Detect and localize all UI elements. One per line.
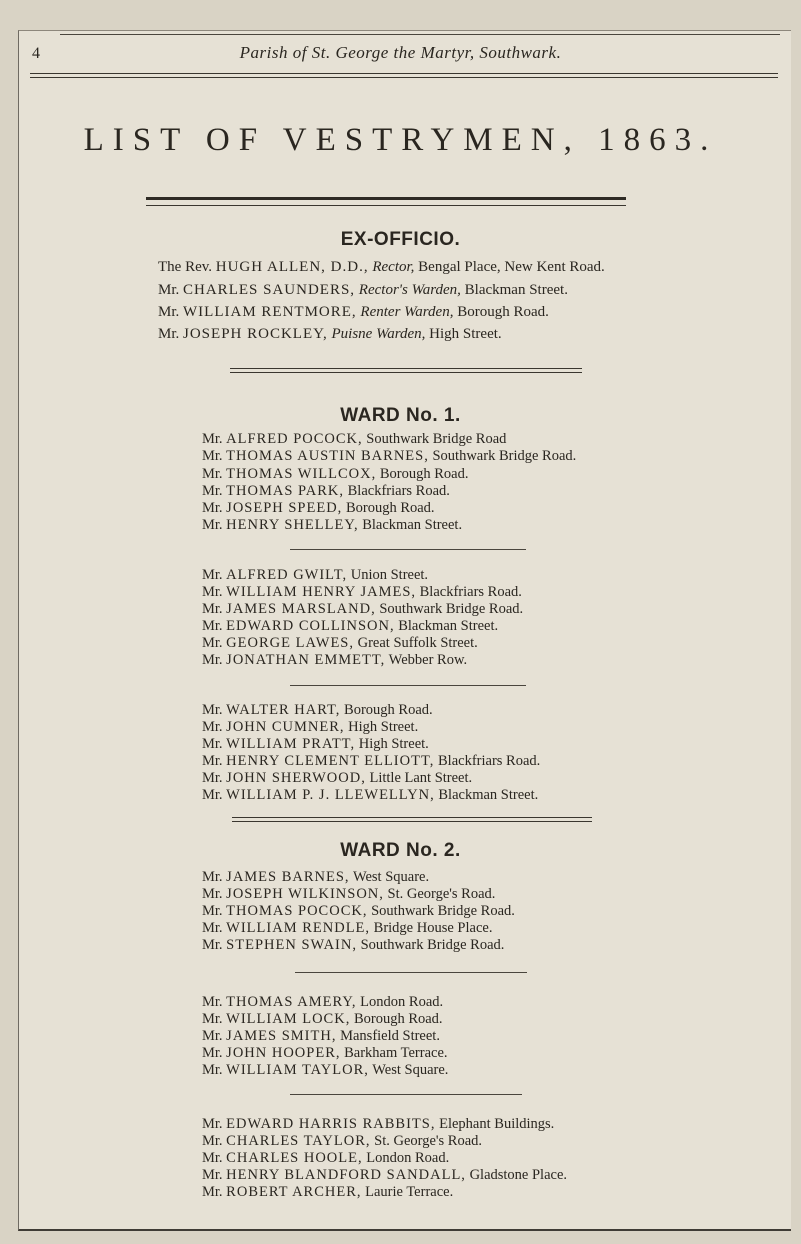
entry-name: JOHN CUMNER, — [226, 719, 345, 735]
list-item — [202, 1151, 449, 1166]
entry-address: Borough Road. — [379, 466, 469, 482]
entry-name: THOMAS AMERY, — [226, 994, 357, 1010]
list-item — [202, 1185, 453, 1200]
list-item — [202, 585, 522, 600]
list-item — [202, 568, 428, 583]
entry-name: JOSEPH SPEED, — [226, 500, 343, 516]
entry-prefix: Mr. — [202, 994, 223, 1010]
list-item — [202, 938, 504, 953]
list-item — [202, 1134, 482, 1149]
entry-address: High Street. — [429, 326, 502, 342]
header-top-rule — [60, 34, 780, 35]
entry-name: WILLIAM LOCK, — [226, 1011, 351, 1027]
list-item — [202, 1063, 448, 1078]
entry-prefix: Mr. — [202, 787, 223, 803]
entry-name: WILLIAM HENRY JAMES, — [226, 584, 417, 600]
entry-name: JOSEPH ROCKLEY, — [183, 326, 328, 342]
entry-name: JOSEPH WILKINSON, — [226, 886, 384, 902]
entry-address: Bengal Place, New Kent Road. — [418, 259, 605, 275]
running-header: Parish of St. George the Martyr, Southwark. — [239, 43, 562, 62]
list-item — [202, 518, 462, 533]
entry-name: GEORGE LAWES, — [226, 635, 354, 651]
entry-prefix: Mr. — [202, 702, 223, 718]
entry-name: WILLIAM PRATT, — [226, 736, 356, 752]
list-item — [202, 484, 450, 499]
ex-officio-entry — [158, 327, 502, 342]
group-divider — [290, 685, 526, 686]
list-item — [202, 1029, 440, 1044]
entry-address: Blackfriars Road. — [419, 584, 522, 600]
list-item — [202, 619, 498, 634]
entry-name: JAMES BARNES, — [226, 869, 350, 885]
entry-prefix: Mr. — [202, 736, 223, 752]
entry-name: THOMAS PARK, — [226, 483, 344, 499]
entry-address: West Square. — [352, 869, 430, 885]
entry-address: Southwark Bridge Road. — [360, 937, 505, 953]
entry-address: Webber Row. — [388, 652, 468, 668]
list-item — [202, 1117, 554, 1132]
list-item — [202, 432, 506, 447]
entry-address: Laurie Terrace. — [365, 1184, 454, 1200]
ex-officio-entry — [158, 260, 605, 275]
entry-prefix: Mr. — [202, 1184, 223, 1200]
entry-name: JAMES MARSLAND, — [226, 601, 376, 617]
entry-prefix: Mr. — [158, 282, 180, 298]
entry-address: Southwark Bridge Road. — [371, 903, 515, 919]
entry-prefix: Mr. — [202, 753, 223, 769]
entry-prefix: Mr. — [202, 1028, 223, 1044]
entry-role: Rector, — [372, 259, 415, 275]
entry-prefix: Mr. — [202, 1062, 223, 1078]
page-number: 4 — [32, 45, 40, 62]
entry-address: Southwark Bridge Road — [366, 431, 507, 447]
entry-prefix: Mr. — [202, 618, 223, 634]
entry-prefix: The Rev. — [158, 259, 213, 275]
entry-address: Barkham Terrace. — [344, 1045, 448, 1061]
entry-prefix: Mr. — [202, 517, 223, 533]
entry-prefix: Mr. — [202, 601, 223, 617]
list-item — [202, 602, 523, 617]
entry-address: Mansfield Street. — [340, 1028, 440, 1044]
entry-address: High Street. — [348, 719, 419, 735]
entry-name: HENRY CLEMENT ELLIOTT, — [226, 753, 435, 769]
entry-name: THOMAS WILLCOX, — [226, 466, 377, 482]
entry-prefix: Mr. — [202, 1011, 223, 1027]
entry-name: HENRY BLANDFORD SANDALL, — [226, 1167, 466, 1183]
list-item — [202, 870, 429, 885]
entry-address: High Street. — [358, 736, 429, 752]
list-item — [202, 904, 515, 919]
entry-address: Union Street. — [350, 567, 429, 583]
list-item — [202, 995, 443, 1010]
entry-name: EDWARD HARRIS RABBITS, — [226, 1116, 436, 1132]
entry-prefix: Mr. — [202, 869, 223, 885]
entry-name: STEPHEN SWAIN, — [226, 937, 357, 953]
ex-officio-entry — [158, 305, 549, 320]
entry-name: EDWARD COLLINSON, — [226, 618, 395, 634]
list-item — [202, 921, 492, 936]
entry-prefix: Mr. — [202, 1045, 223, 1061]
entry-prefix: Mr. — [202, 431, 223, 447]
entry-name: CHARLES HOOLE, — [226, 1150, 363, 1166]
entry-prefix: Mr. — [202, 1150, 223, 1166]
list-item — [202, 501, 435, 516]
group-divider — [290, 1094, 522, 1095]
entry-name: JONATHAN EMMETT, — [226, 652, 386, 668]
entry-address: Borough Road. — [345, 500, 435, 516]
entry-role: Puisne Warden, — [331, 326, 426, 342]
entry-prefix: Mr. — [202, 652, 223, 668]
list-item — [202, 1046, 448, 1061]
entry-role: Rector's Warden, — [358, 282, 461, 298]
list-item — [202, 887, 495, 902]
entry-prefix: Mr. — [202, 448, 223, 464]
entry-address: St. George's Road. — [374, 1133, 483, 1149]
title-rule — [146, 197, 626, 206]
entry-prefix: Mr. — [202, 770, 223, 786]
entry-prefix: Mr. — [202, 1116, 223, 1132]
entry-role: Renter Warden, — [360, 304, 454, 320]
entry-prefix: Mr. — [202, 903, 223, 919]
list-item — [202, 1168, 567, 1183]
entry-name: THOMAS AUSTIN BARNES, — [226, 448, 429, 464]
entry-prefix: Mr. — [202, 584, 223, 600]
entry-address: Bridge House Place. — [373, 920, 493, 936]
list-item — [202, 737, 429, 752]
entry-address: St. George's Road. — [387, 886, 496, 902]
entry-address: Gladstone Place. — [469, 1167, 568, 1183]
entry-name: HENRY SHELLEY, — [226, 517, 359, 533]
entry-prefix: Mr. — [158, 304, 180, 320]
entry-address: Blackfriars Road. — [438, 753, 541, 769]
entry-address: Elephant Buildings. — [439, 1116, 555, 1132]
entry-address: Blackman Street. — [464, 282, 568, 298]
entry-address: Little Lant Street. — [369, 770, 473, 786]
list-item — [202, 1012, 443, 1027]
entry-name: WILLIAM RENDLE, — [226, 920, 371, 936]
ward-2-heading: WARD No. 2. — [340, 840, 461, 861]
header-bottom-rule — [30, 73, 778, 78]
entry-address: London Road. — [366, 1150, 450, 1166]
entry-prefix: Mr. — [158, 326, 180, 342]
entry-address: Blackfriars Road. — [347, 483, 450, 499]
entry-prefix: Mr. — [202, 937, 223, 953]
section-rule — [230, 368, 582, 373]
ex-officio-heading: EX-OFFICIO. — [340, 229, 461, 250]
entry-prefix: Mr. — [202, 466, 223, 482]
entry-prefix: Mr. — [202, 567, 223, 583]
list-item — [202, 636, 478, 651]
list-item — [202, 754, 540, 769]
entry-prefix: Mr. — [202, 886, 223, 902]
list-item — [202, 449, 576, 464]
entry-address: London Road. — [360, 994, 444, 1010]
entry-name: ALFRED GWILT, — [226, 567, 348, 583]
list-item — [202, 771, 472, 786]
entry-address: Blackman Street. — [362, 517, 463, 533]
entry-name: JOHN HOOPER, — [226, 1045, 341, 1061]
entry-address: Borough Road. — [344, 702, 433, 718]
entry-prefix: Mr. — [202, 500, 223, 516]
entry-name: ROBERT ARCHER, — [226, 1184, 362, 1200]
entry-address: Blackman Street. — [398, 618, 499, 634]
page-title: LIST OF VESTRYMEN, 1863. — [83, 122, 718, 158]
entry-name: WILLIAM RENTMORE, — [183, 304, 357, 320]
entry-name: CHARLES SAUNDERS, — [183, 282, 356, 298]
ex-officio-entry — [158, 283, 568, 298]
entry-address: Great Suffolk Street. — [357, 635, 478, 651]
list-item — [202, 467, 468, 482]
entry-name: JOHN SHERWOOD, — [226, 770, 366, 786]
list-item — [202, 788, 538, 803]
entry-name: WALTER HART, — [226, 702, 341, 718]
entry-name: ALFRED POCOCK, — [226, 431, 363, 447]
entry-prefix: Mr. — [202, 1167, 223, 1183]
entry-address: West Square. — [372, 1062, 449, 1078]
entry-address: Southwark Bridge Road. — [379, 601, 524, 617]
ward-1-heading: WARD No. 1. — [340, 405, 461, 426]
group-divider — [295, 972, 527, 973]
entry-address: Borough Road. — [457, 304, 549, 320]
entry-prefix: Mr. — [202, 920, 223, 936]
entry-name: WILLIAM TAYLOR, — [226, 1062, 369, 1078]
list-item — [202, 653, 467, 668]
entry-address: Blackman Street. — [438, 787, 539, 803]
entry-prefix: Mr. — [202, 719, 223, 735]
entry-prefix: Mr. — [202, 483, 223, 499]
entry-prefix: Mr. — [202, 635, 223, 651]
entry-name: WILLIAM P. J. LLEWELLYN, — [226, 787, 435, 803]
list-item — [202, 703, 433, 718]
entry-address: Borough Road. — [353, 1011, 443, 1027]
group-divider — [290, 549, 526, 550]
section-rule — [232, 817, 592, 822]
entry-address: Southwark Bridge Road. — [432, 448, 577, 464]
entry-prefix: Mr. — [202, 1133, 223, 1149]
entry-name: CHARLES TAYLOR, — [226, 1133, 371, 1149]
entry-name: THOMAS POCOCK, — [226, 903, 368, 919]
entry-name: HUGH ALLEN, D.D., — [215, 259, 369, 275]
list-item — [202, 720, 418, 735]
entry-name: JAMES SMITH, — [226, 1028, 337, 1044]
